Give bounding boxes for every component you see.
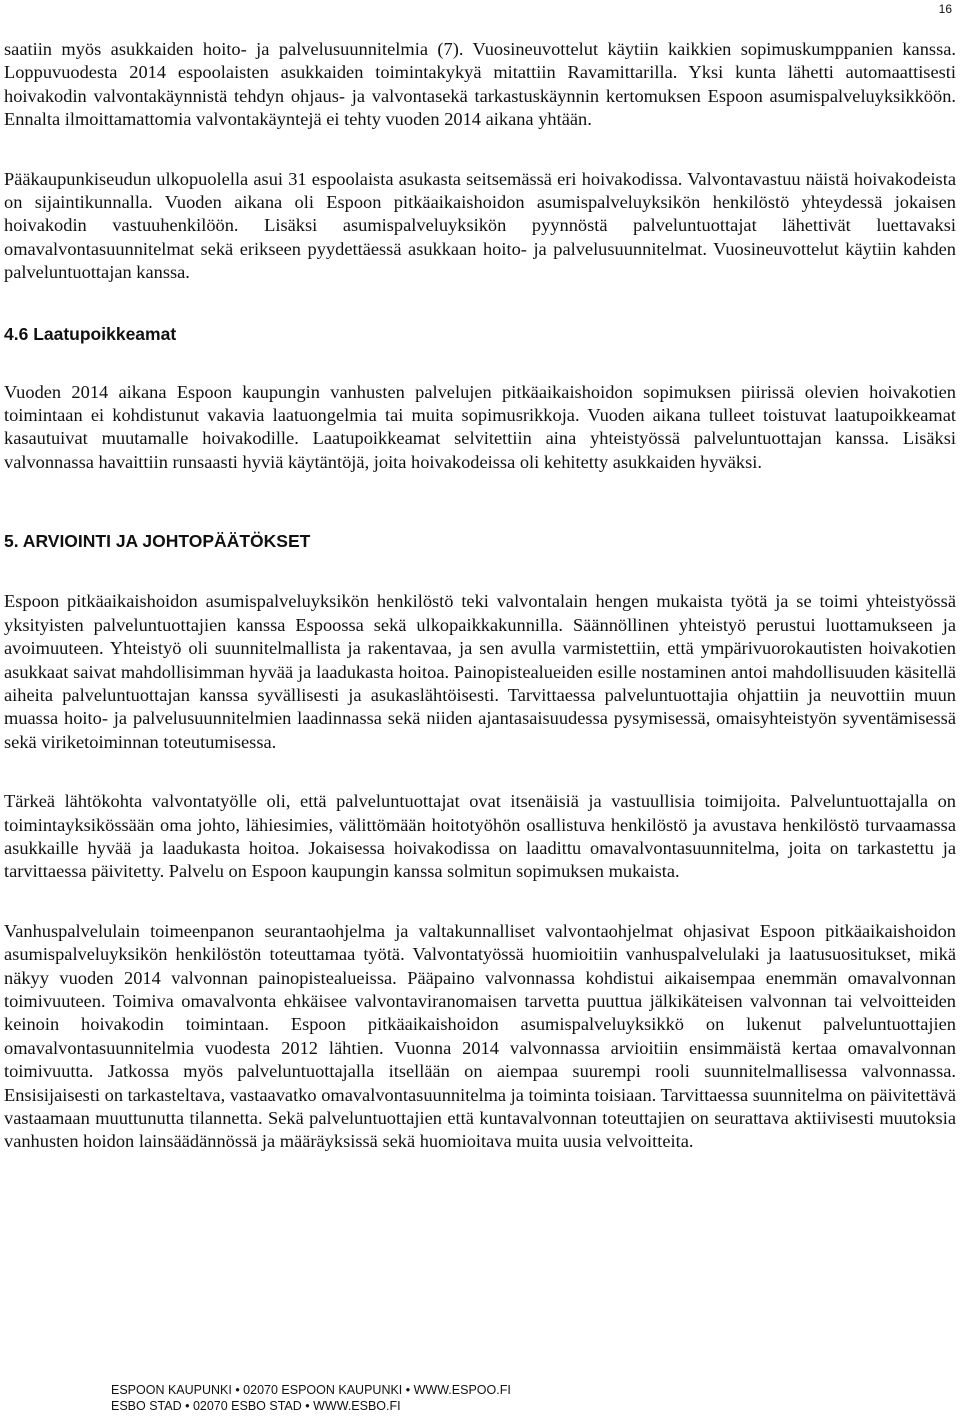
heading-quality-deviations: 4.6 Laatupoikkeamat bbox=[4, 323, 177, 344]
paragraph-quality-deviations: Vuoden 2014 aikana Espoon kaupungin vanhusten palvelujen pitkäaikaishoidon sopimuksen piirissä olevien hoivakotien toimintaan ei kohdistunut vakavia laatuongelmia tai muita sopimusrikkoja. Vuoden aikana tulleet toistuvat laatupoikkeamat kasautuivat muutamalle hoivakodille. Laatupoikkeamat selvitettiin aina yhteistyössä palveluntuottajan kanssa. Lisäksi valvonnassa havaittiin runsaasti hyviä käytäntöjä, joita hoivakodeissa oli kehitetty asukkaiden hyväksi. bbox=[4, 381, 956, 472]
heading-evaluation-conclusions: 5. ARVIOINTI JA JOHTOPÄÄTÖKSET bbox=[4, 531, 311, 552]
page-number: 16 bbox=[938, 2, 952, 16]
document-body bbox=[4, 38, 956, 1154]
paragraph-independent-providers: Tärkeä lähtökohta valvontatyölle oli, että palveluntuottajat ovat itsenäisiä ja vastuullisia toimijoita. Palveluntuottajalla on toimintayksikössään oma johto, lähiesimies, välittömään hoitotyöhön osallistuva henkilöstö ja avustava henkilöstö turvaamassa asukkaille hyvää ja laadukasta hoitoa. Jokaisessa hoivakodissa on laadittu omavalvontasuunnitelma, joita on tarkastettu ja tarvittaessa päivitetty. Palvelu on Espoon kaupungin kanssa solmitun sopimuksen mukaista. bbox=[4, 791, 956, 882]
footer-line-swedish: ESBO STAD • 02070 ESBO STAD • WWW.ESBO.FI bbox=[111, 1399, 401, 1413]
paragraph-monitoring-visits: saatiin myös asukkaiden hoito- ja palvelusuunnitelmia (7). Vuosineuvottelut käytiin kaikkien sopimuskumppanien kanssa. Loppuvuodesta 2014 espoolaisten asukkaiden toimintakykyä mitattiin Ravamittarilla. Yksi kunta lähetti automaattisesti hoivakodin valvontakäynnistä tehdyn ohjaus- ja valvontasekä tarkastuskäynnin kertomuksen Espoon asumispalveluyksikköön. Ennalta ilmoittamattomia valvontakäyntejä ei tehty vuoden 2014 aikana yhtään. bbox=[4, 39, 956, 130]
paragraph-self-monitoring: Vanhuspalvelulain toimeenpanon seurantaohjelma ja valtakunnalliset valvontaohjelmat ohjasivat Espoon pitkäaikaishoidon asumispalveluyksikön henkilöstön toteuttamaa työtä. Valvontatyössä huomioitiin vanhuspalvelulaki ja laatusuositukset, mikä näkyy vuoden 2014 valvonnan painopistealueissa. Pääpaino valvonnassa kohdistui aikaisempaa enemmän omavalvonnan toimivuuteen. Toimiva omavalvonta ehkäisee valvontaviranomaisen tarvetta puuttua jälkikäteisen valvonnan tai velvoitteiden keinoin hoivakodin toimintaan. Espoon pitkäaikaishoidon asumispalveluyksikkö on lukenut palveluntuottajien omavalvontasuunnitelmia vuodesta 2012 lähtien. Vuonna 2014 valvonnassa arvioitiin ensimmäistä kertaa omavalvonnan toimivuutta. Jatkossa myös palveluntuottajalla itsellään on aiempaa suurempi rooli suunnitelmallisessa valvonnassa. Ensisijaisesti on tarkasteltava, vastaavatko omavalvontasuunnitelma ja toiminta toisiaan. Tarvittaessa suunnitelma on päivitettävä vastaamaan muuttunutta tilannetta. Sekä palveluntuottajien että kuntavalvonnan toteuttajien on seurattava aktiivisesti muutoksia vanhusten hoidon lainsäädännössä ja määräyksissä sekä huomioitava muita uusia velvoitteita. bbox=[4, 920, 956, 1152]
paragraph-outside-capital-region: Pääkaupunkiseudun ulkopuolella asui 31 espoolaista asukasta seitsemässä eri hoivakodissa. Valvontavastuu näistä hoivakodeista on sijaintikunnalla. Vuoden aikana oli Espoon pitkäaikaishoidon asumispalveluyksikön henkilöstö yhteydessä jokaisen hoivakodin vastuuhenkilöön. Lisäksi asumispalveluyksikön pyynnöstä palveluntuottajat lähettivät luettavaksi omavalvontasuunnitelmat sekä erikseen pyydettäessä asukkaan hoito- ja palvelusuunnitelmat. Vuosineuvottelut käytiin kahden palveluntuottajan kanssa. bbox=[4, 168, 956, 283]
page-footer bbox=[111, 1382, 511, 1414]
paragraph-cooperation: Espoon pitkäaikaishoidon asumispalveluyksikön henkilöstö teki valvontalain hengen mukaista työtä ja se toimi yhteistyössä yksityisten palveluntuottajien kanssa Espoossa sekä ulkopaikkakunnilla. Säännöllinen yhteistyö perustui luottamukseen ja avoimuuteen. Yhteistyö oli suunnitelmallista ja rakentavaa, ja sen avulla varmistettiin, että ympärivuorokautisten hoivakotien asukkaat saivat mahdollisimman hyvää ja laadukasta hoitoa. Painopistealueiden esille nostaminen antoi mahdollisuuden käsitellä aiheita palveluntuottajan kanssa syvällisesti ja asukaslähtöisesti. Tarvittaessa palveluntuottajia ohjattiin ja neuvottiin muun muassa hoito- ja palvelusuunnitelmien laadinnassa sekä niiden ajantasaisuudessa pysymisessä, omaisyhteistyön syventämisessä sekä viriketoiminnan toteutumisessa. bbox=[4, 591, 956, 752]
footer-line-finnish: ESPOON KAUPUNKI • 02070 ESPOON KAUPUNKI • WWW.ESPOO.FI bbox=[111, 1383, 511, 1397]
